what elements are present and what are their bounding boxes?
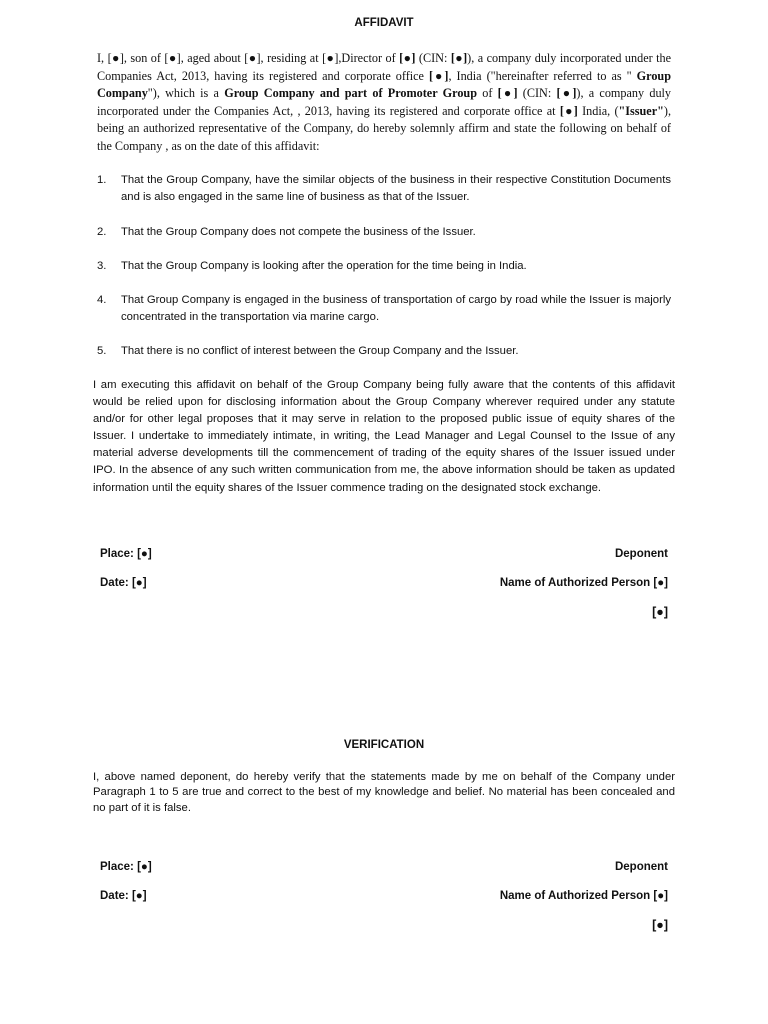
verification-authorized-person: Name of Authorized Person [●] <box>499 890 668 902</box>
intro-placeholder-2: [●] <box>450 51 468 65</box>
verification-signature-mark: [●] <box>652 918 668 932</box>
affidavit-intro-paragraph <box>97 50 671 156</box>
list-item-text: That the Group Company is looking after the operation for the time being in India. <box>121 260 527 272</box>
affidavit-signature-mark: [●] <box>652 605 668 619</box>
intro-text-10: ), being an authorized representative of the Company, do hereby solemnly affirm and state the following on behalf of the Company , as on the date of this affidavit: <box>97 103 671 153</box>
intro-placeholder-6: [●] <box>559 103 578 118</box>
intro-text-3: ), a company duly incorporated under the Companies Act, 2013, having its registered and corporate office <box>97 51 672 83</box>
list-item <box>97 292 671 326</box>
intro-text-2: (CIN: <box>415 51 451 65</box>
affidavit-authorized-person: Name of Authorized Person [●] <box>499 577 668 589</box>
intro-placeholder-1: [●] <box>399 51 416 65</box>
affidavit-closing-paragraph: I am executing this affidavit on behalf of the Group Company being fully aware that the contents of this affidavit would be relied upon for disclosing information about the Group Company wherever required under any statute and/or for other legal proposes that it may serve in relation to the proposed public issue of equity shares of the Issuer. I undertake to immediately intimate, in writing, the Lead Manager and Legal Counsel to the Issue of any material adverse developments till the commencement of trading of the equity shares of the Issuer issued under IPO. In the absence of any such written communication from me, the above information should be taken as updated information until the equity shares of the Issuer commence trading on the designated stock exchange. <box>93 379 675 494</box>
affidavit-title: AFFIDAVIT <box>354 17 414 29</box>
verification-title: VERIFICATION <box>343 739 425 751</box>
intro-text-9: India, ( <box>577 103 619 118</box>
list-item-number: 2. <box>97 226 107 238</box>
verification-date: Date: [●] <box>100 890 147 902</box>
verification-deponent-label: Deponent <box>614 861 668 873</box>
intro-text-1: I, [●], son of [●], aged about [●], residing at [●],Director of <box>97 51 400 65</box>
list-item <box>97 172 671 206</box>
list-item-text: That Group Company is engaged in the business of transportation of cargo by road while the Issuer is majorly concentrated in the transportation via marine cargo. <box>121 294 671 324</box>
verification-place: Place: [●] <box>100 861 152 873</box>
intro-placeholder-3: [●] <box>429 68 449 83</box>
list-item <box>97 258 671 275</box>
intro-text-4: , India ("hereinafter referred to as " <box>448 68 637 83</box>
list-item-number: 1. <box>97 174 107 186</box>
list-item-number: 3. <box>97 260 107 272</box>
intro-promoter-group-term: Group Company and part of Promoter Group <box>224 86 477 101</box>
intro-placeholder-5: [●] <box>556 86 577 101</box>
affidavit-date: Date: [●] <box>100 577 147 589</box>
list-item-text: That the Group Company, have the similar objects of the business in their respective Constitution Documents and is also engaged in the same line of business as that of the Issuer. <box>121 174 671 204</box>
list-item-number: 4. <box>97 294 107 306</box>
affidavit-place: Place: [●] <box>100 548 152 560</box>
list-item-text: That the Group Company does not compete the business of the Issuer. <box>121 226 476 238</box>
affidavit-deponent-label: Deponent <box>614 548 668 560</box>
intro-text-6: of <box>476 86 498 101</box>
verification-paragraph: I, above named deponent, do hereby verify that the statements made by me on behalf of the Company under Paragraph 1 to 5 are true and correct to the best of my knowledge and belief. No material has been concealed and no part of it is false. <box>93 771 675 814</box>
list-item <box>97 343 671 360</box>
intro-text-5: "), which is a <box>147 86 225 101</box>
list-item <box>97 224 671 241</box>
intro-text-7: (CIN: <box>517 86 557 101</box>
list-item-number: 5. <box>97 345 107 357</box>
intro-issuer-term: "Issuer" <box>618 103 664 118</box>
intro-placeholder-4: [●] <box>497 86 518 101</box>
intro-group-company-term: Group Company <box>97 68 671 101</box>
intro-text-8: ), a company duly incorporated under the Companies Act, , 2013, having its registered and corporate office at <box>97 86 672 118</box>
list-item-text: That there is no conflict of interest between the Group Company and the Issuer. <box>121 345 519 357</box>
